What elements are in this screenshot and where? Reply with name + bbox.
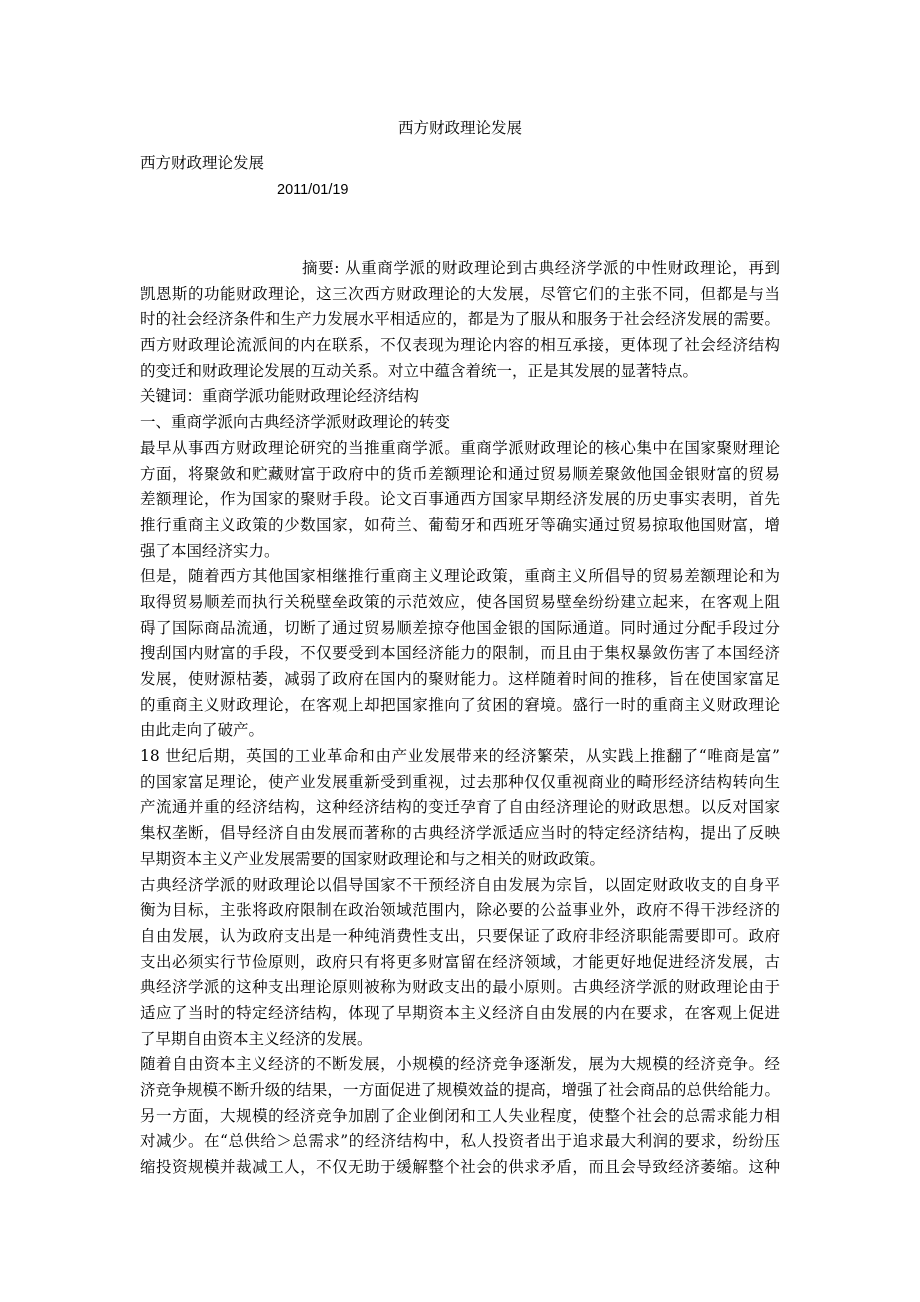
document-body xyxy=(140,256,780,1181)
paragraph-line: 另一方面，大规模的经济竞争加剧了企业倒闭和工人失业程度，使整个社会的总需求能力相 xyxy=(140,1106,780,1125)
paragraph-line: 自由发展，认为政府支出是一种纯消费性支出，只要保证了政府非经济职能需要即可。政府 xyxy=(140,926,780,945)
paragraph-line: 典经济学派的这种支出理论原则被称为财政支出的最小原则。古典经济学派的财政理论由于 xyxy=(140,978,780,997)
document-subtitle: 西方财政理论发展 xyxy=(140,154,265,172)
paragraph-line: 最早从事西方财政理论研究的当推重商学派。重商学派财政理论的核心集中在国家聚财理论 xyxy=(140,438,780,457)
paragraph-line: 集权垄断，倡导经济自由发展而著称的古典经济学派适应当时的特定经济结构，提出了反映 xyxy=(140,824,780,843)
paragraph-line: 差额理论，作为国家的聚财手段。论文百事通西方国家早期经济发展的历史事实表明，首先 xyxy=(140,490,780,509)
paragraph-line: 的重商主义财政理论，在客观上却把国家推向了贫困的窘境。盛行一时的重商主义财政理论 xyxy=(140,695,780,714)
paragraph-line: 早期资本主义产业发展需要的国家财政理论和与之相关的财政政策。 xyxy=(140,849,606,868)
paragraph-line: 碍了国际商品流通，切断了通过贸易顺差掠夺他国金银的国际通道。同时通过分配手段过分 xyxy=(140,618,780,637)
paragraph-line: 产流通并重的经济结构，这种经济结构的变迁孕育了自由经济理论的财政思想。以反对国家 xyxy=(140,798,780,817)
paragraph-line: 适应了当时的特定经济结构，体现了早期资本主义经济自由发展的内在要求，在客观上促进 xyxy=(140,1003,780,1022)
keywords-line: 关键词：重商学派功能财政理论经济结构 xyxy=(140,387,420,406)
paragraph-line: 强了本国经济实力。 xyxy=(140,541,280,560)
paragraph-line: 的国家富足理论，使产业发展重新受到重视，过去那种仅仅重视商业的畸形经济结构转向生 xyxy=(140,772,780,791)
paragraph-line: 取得贸易顺差而执行关税壁垒政策的示范效应，使各国贸易壁垒纷纷建立起来，在客观上阻 xyxy=(140,592,780,611)
paragraph-line: 了早期自由资本主义经济的发展。 xyxy=(140,1029,373,1048)
abstract-line: 摘要: 从重商学派的财政理论到古典经济学派的中性财政理论，再到 xyxy=(302,259,780,277)
paragraph-line: 对减少。在“总供给＞总需求”的经济结构中，私人投资者出于追求最大利润的要求，纷纷压 xyxy=(140,1132,780,1151)
paragraph-line: 济竞争规模不断升级的结果，一方面促进了规模效益的提高，增强了社会商品的总供给能力。 xyxy=(140,1081,780,1099)
document-title: 西方财政理论发展 xyxy=(397,119,522,137)
section-heading: 一、重商学派向古典经济学派财政理论的转变 xyxy=(140,413,451,432)
paragraph-line: 缩投资规模并裁减工人，不仅无助于缓解整个社会的供求矛盾，而且会导致经济萎缩。这种 xyxy=(140,1158,780,1177)
abstract-line: 西方财政理论流派间的内在联系，不仅表现为理论内容的相互承接，更体现了社会经济结构 xyxy=(140,336,780,355)
abstract-line: 的变迁和财政理论发展的互动关系。对立中蕴含着统一，正是其发展的显著特点。 xyxy=(140,361,699,380)
document-date: 2011/01/19 xyxy=(277,182,349,198)
paragraph-line: 但是，随着西方其他国家相继推行重商主义理论政策，重商主义所倡导的贸易差额理论和为 xyxy=(140,567,780,586)
paragraph-line: 衡为目标，主张将政府限制在政治领域范围内，除必要的公益事业外，政府不得干涉经济的 xyxy=(140,901,780,920)
abstract-line: 凯恩斯的功能财政理论，这三次西方财政理论的大发展，尽管它们的主张不同，但都是与当 xyxy=(140,284,780,303)
paragraph-line: 方面，将聚敛和贮藏财富于政府中的货币差额理论和通过贸易顺差聚敛他国金银财富的贸易 xyxy=(140,464,780,483)
paragraph-line: 发展，使财源枯萎，减弱了政府在国内的聚财能力。这样随着时间的推移，旨在使国家富足 xyxy=(140,670,780,688)
abstract-line: 时的社会经济条件和生产力发展水平相适应的，都是为了服从和服务于社会经济发展的需要。 xyxy=(140,310,780,329)
paragraph-line: 古典经济学派的财政理论以倡导国家不干预经济自由发展为宗旨，以固定财政收支的自身平 xyxy=(140,875,780,894)
paragraph-line: 推行重商主义政策的少数国家，如荷兰、葡萄牙和西班牙等确实通过贸易掠取他国财富，增 xyxy=(140,515,780,534)
paragraph-line: 由此走向了破产。 xyxy=(140,721,265,740)
paragraph-line: 支出必须实行节俭原则，政府只有将更多财富留在经济领域，才能更好地促进经济发展，古 xyxy=(140,952,780,971)
paragraph-line: 随着自由资本主义经济的不断发展，小规模的经济竞争逐渐发，展为大规模的经济竞争。经 xyxy=(140,1055,780,1074)
paragraph-line: 搜刮国内财富的手段，不仅要受到本国经济能力的限制，而且由于集权暴敛伤害了本国经济 xyxy=(140,644,780,663)
paragraph-line: 18 世纪后期，英国的工业革命和由产业发展带来的经济繁荣，从实践上推翻了“唯商是富” xyxy=(140,747,780,766)
